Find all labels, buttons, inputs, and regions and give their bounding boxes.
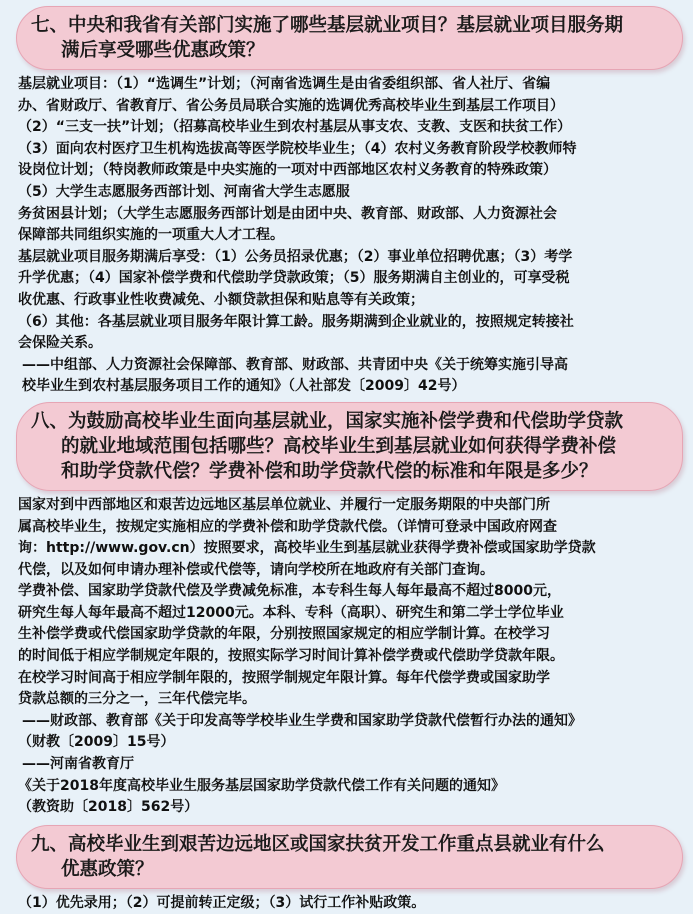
answer-9-line: （1）优先录用；（2）可提前转正定级；（3）试行工作补贴政策。: [18, 894, 426, 911]
answer-8-line: 在校学习时间高于相应学制年限的，按照学制规定年限计算。每年代偿学费或国家助学: [18, 669, 550, 686]
answer-7-line: 基层就业项目：（1）“选调生”计划；（河南省选调生是由省委组织部、省人社厅、省编: [18, 76, 551, 92]
answer-8-line: 询：http://www.gov.cn）按照要求，高校毕业生到基层就业获得学费补偿或国家助学贷款: [18, 540, 596, 557]
answer-7-line: 会保险关系。: [18, 335, 102, 352]
answer-8-line: 研究生每人每年最高不超过12000元。本科、专科（高职）、研究生和第二学士学位毕业: [18, 604, 564, 621]
answer-7-line: （6）其他：各基层就业项目服务年限计算工龄。服务期满到企业就业的，按照规定转接社: [18, 313, 574, 330]
question-heading-9: [16, 825, 683, 889]
answer-7-line: 设岗位计划；（特岗教师政策是中央实施的一项对中西部地区农村义务教育的特殊政策）: [18, 162, 557, 179]
answer-8-source: （教资助〔2018〕562号）: [18, 799, 199, 816]
answer-8-source: 《关于2018年度高校毕业生服务基层国家助学贷款代偿工作有关问题的通知》: [18, 777, 505, 794]
question-8-line-1: 八、为鼓励高校毕业生面向基层就业，国家实施补偿学费和代偿助学贷款: [31, 410, 624, 432]
answer-8: [18, 495, 683, 819]
answer-8-source: ——河南省教育厅: [22, 756, 134, 773]
answer-7-line: 升学优惠；（4）国家补偿学费和代偿助学贷款政策；（5）服务期满自主创业的，可享受税: [18, 270, 570, 287]
answer-8-line: 代偿，以及如何申请办理补偿或代偿等，请向学校所在地政府有关部门查询。: [18, 561, 494, 578]
answer-9: [18, 893, 683, 914]
answer-7-line: 收优惠、行政事业性收费减免、小额贷款担保和贴息等有关政策；: [18, 291, 424, 308]
question-8-line-3: 和助学贷款代偿？学费补偿和助学贷款代偿的标准和年限是多少？: [61, 460, 598, 482]
answer-8-source: ——财政部、教育部《关于印发高等学校毕业生学费和国家助学贷款代偿暂行办法的通知》: [22, 712, 582, 729]
answer-7-line: （2）“三支一扶”计划；（招募高校毕业生到农村基层从事支农、支教、支医和扶贫工作）: [18, 119, 572, 136]
question-7-line-1: 七、中央和我省有关部门实施了哪些基层就业项目？基层就业项目服务期: [31, 15, 624, 36]
answer-8-line: 属高校毕业生，按规定实施相应的学费补偿和助学贷款代偿。（详情可登录中国政府网查: [18, 518, 557, 535]
answer-8-line: 生补偿学费或代偿国家助学贷款的年限，分别按照国家规定的相应学制计算。在校学习: [18, 626, 550, 643]
answer-7-source: ——中组部、人力资源社会保障部、教育部、财政部、共青团中央《关于统筹实施引导高: [22, 356, 568, 373]
question-9-line-1: 九、高校毕业生到艰苦边远地区或国家扶贫开发工作重点县就业有什么: [31, 833, 605, 855]
answer-7-line: 基层就业项目服务期满后享受：（1）公务员招录优惠；（2）事业单位招聘优惠；（3）考学: [18, 248, 573, 265]
question-heading-7: [16, 6, 683, 70]
answer-7-line: 保障部共同组织实施的一项重大人才工程。: [18, 227, 284, 244]
answer-8-line: 国家对到中西部地区和艰苦边远地区基层单位就业、并履行一定服务期限的中央部门所: [18, 496, 550, 513]
answer-7: [18, 74, 683, 398]
answer-8-line: 的时间低于相应学制规定年限的，按照实际学习时间计算补偿学费或代偿助学贷款年限。: [18, 648, 564, 665]
answer-8-line: 学费补偿、国家助学贷款代偿及学费减免标准，本专科生每人每年最高不超过8000元，: [18, 583, 561, 600]
question-9-line-2: 优惠政策？: [61, 858, 154, 880]
answer-7-line: （3）面向农村医疗卫生机构选拔高等医学院校毕业生；（4）农村义务教育阶段学校教师特: [18, 140, 577, 157]
answer-7-line: （5）大学生志愿服务西部计划、河南省大学生志愿服: [18, 183, 350, 200]
question-7-line-2: 满后享受哪些优惠政策？: [61, 40, 265, 61]
answer-8-line: 贷款总额的三分之一，三年代偿完毕。: [18, 691, 256, 708]
question-8-line-2: 的就业地域范围包括哪些？高校毕业生到基层就业如何获得学费补偿: [61, 435, 617, 457]
answer-7-line: 办、省财政厅、省教育厅、省公务员局联合实施的选调优秀高校毕业生到基层工作项目）: [18, 97, 564, 114]
answer-7-source: 校毕业生到农村基层服务项目工作的通知》（人社部发〔2009〕42号）: [22, 378, 466, 395]
answer-8-source: （财教〔2009〕15号）: [18, 734, 175, 751]
answer-7-line: 务贫困县计划；（大学生志愿服务西部计划是由团中央、教育部、财政部、人力资源社会: [18, 205, 557, 222]
question-heading-8: [16, 402, 683, 491]
